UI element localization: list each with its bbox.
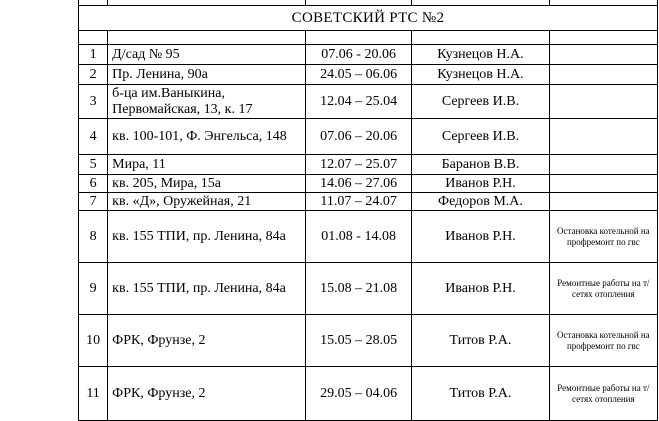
row-responsible: Титов Р.А. bbox=[412, 367, 549, 421]
row-note bbox=[549, 175, 657, 193]
row-number: 6 bbox=[79, 175, 108, 193]
row-note bbox=[549, 155, 657, 175]
row-responsible: Сергеев И.В. bbox=[412, 85, 549, 119]
row-dates: 11.07 – 24.07 bbox=[306, 193, 412, 211]
row-responsible: Иванов Р.Н. bbox=[412, 263, 549, 315]
row-dates: 12.07 – 25.07 bbox=[306, 155, 412, 175]
row-responsible: Кузнецов Н.А. bbox=[412, 45, 549, 65]
row-number: 11 bbox=[79, 367, 108, 421]
row-number: 8 bbox=[79, 211, 108, 263]
row-number: 9 bbox=[79, 263, 108, 315]
row-responsible: Кузнецов Н.А. bbox=[412, 65, 549, 85]
row-dates: 07.06 - 20.06 bbox=[306, 45, 412, 65]
row-note bbox=[549, 119, 657, 155]
schedule-table bbox=[78, 0, 658, 421]
row-address: кв. 155 ТПИ, пр. Ленина, 84а bbox=[108, 263, 306, 315]
row-responsible: Сергеев И.В. bbox=[412, 119, 549, 155]
table-row bbox=[79, 211, 658, 263]
table-row bbox=[79, 175, 658, 193]
table-row bbox=[79, 315, 658, 367]
row-dates: 15.05 – 28.05 bbox=[306, 315, 412, 367]
row-address: б-ца им.Ваныкина, Первомайская, 13, к. 17 bbox=[108, 85, 306, 119]
row-dates: 07.06 – 20.06 bbox=[306, 119, 412, 155]
row-address: кв. «Д», Оружейная, 21 bbox=[108, 193, 306, 211]
row-address: Д/сад № 95 bbox=[108, 45, 306, 65]
row-address: кв. 205, Мира, 15а bbox=[108, 175, 306, 193]
row-note: Остановка котельной на профремонт по гвс bbox=[549, 211, 657, 263]
row-address: ФРК, Фрунзе, 2 bbox=[108, 315, 306, 367]
table-row bbox=[79, 45, 658, 65]
title-row bbox=[79, 6, 658, 31]
row-note: Ремонтные работы на т/сетях отопления bbox=[549, 263, 657, 315]
table-title: СОВЕТСКИЙ РТС №2 bbox=[79, 6, 658, 31]
table-row bbox=[79, 85, 658, 119]
row-number: 2 bbox=[79, 65, 108, 85]
row-number: 4 bbox=[79, 119, 108, 155]
row-note bbox=[549, 65, 657, 85]
row-responsible: Баранов В.В. bbox=[412, 155, 549, 175]
table-row bbox=[79, 65, 658, 85]
row-number: 5 bbox=[79, 155, 108, 175]
row-number: 7 bbox=[79, 193, 108, 211]
row-responsible: Иванов Р.Н. bbox=[412, 211, 549, 263]
table-row bbox=[79, 193, 658, 211]
table-row bbox=[79, 263, 658, 315]
table-row bbox=[79, 367, 658, 421]
spacer-row bbox=[79, 31, 658, 45]
row-dates: 29.05 – 04.06 bbox=[306, 367, 412, 421]
row-note bbox=[549, 45, 657, 65]
row-address: Пр. Ленина, 90а bbox=[108, 65, 306, 85]
row-responsible: Федоров М.А. bbox=[412, 193, 549, 211]
row-note bbox=[549, 85, 657, 119]
row-address: Мира, 11 bbox=[108, 155, 306, 175]
row-address: ФРК, Фрунзе, 2 bbox=[108, 367, 306, 421]
row-responsible: Иванов Р.Н. bbox=[412, 175, 549, 193]
row-dates: 15.08 – 21.08 bbox=[306, 263, 412, 315]
row-dates: 01.08 - 14.08 bbox=[306, 211, 412, 263]
row-dates: 24.05 – 06.06 bbox=[306, 65, 412, 85]
table-row bbox=[79, 119, 658, 155]
row-dates: 12.04 – 25.04 bbox=[306, 85, 412, 119]
row-number: 1 bbox=[79, 45, 108, 65]
row-note bbox=[549, 193, 657, 211]
row-address: кв. 100-101, Ф. Энгельса, 148 bbox=[108, 119, 306, 155]
row-note: Ремонтные работы на т/сетях отопления bbox=[549, 367, 657, 421]
row-note: Остановка котельной на профремонт по гвс bbox=[549, 315, 657, 367]
row-number: 10 bbox=[79, 315, 108, 367]
row-responsible: Титов Р.А. bbox=[412, 315, 549, 367]
row-number: 3 bbox=[79, 85, 108, 119]
row-dates: 14.06 – 27.06 bbox=[306, 175, 412, 193]
row-address: кв. 155 ТПИ, пр. Ленина, 84а bbox=[108, 211, 306, 263]
table-row bbox=[79, 155, 658, 175]
